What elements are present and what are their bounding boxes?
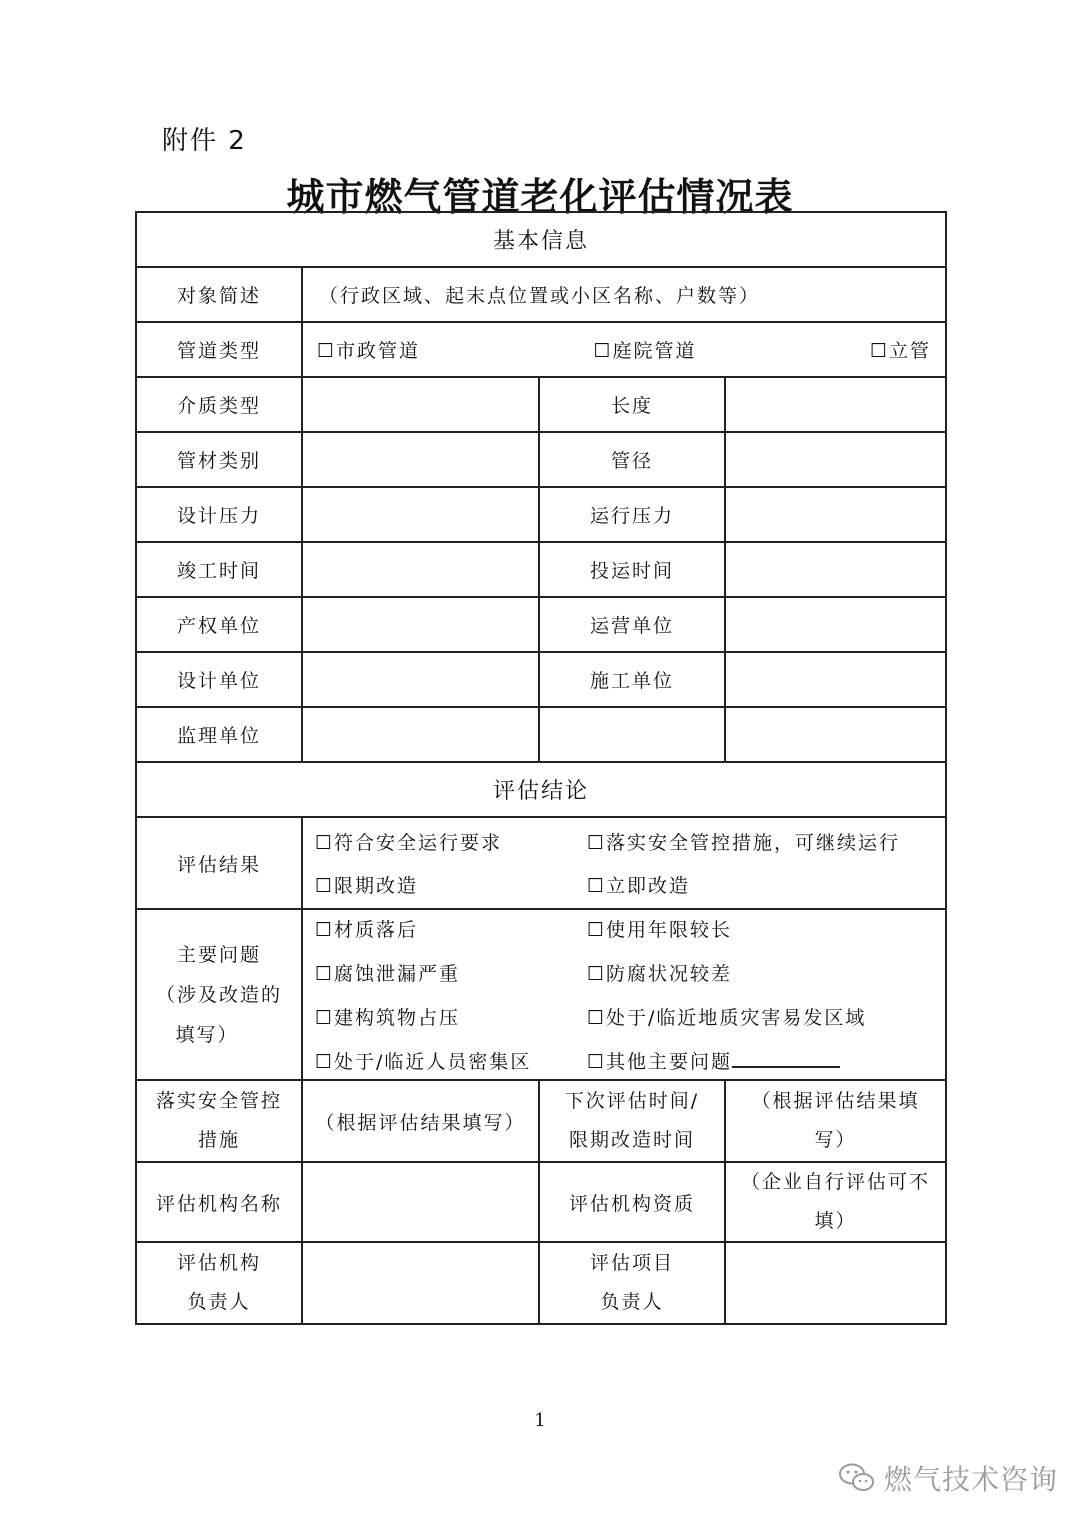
commissioning-time-label: 投运时间 <box>539 542 725 597</box>
org-qualification-label: 评估机构资质 <box>539 1162 725 1242</box>
checkbox-immediate-renovation[interactable]: ☐立即改造 <box>587 875 691 897</box>
medium-type-label: 介质类型 <box>136 377 302 432</box>
empty-cell <box>539 707 725 762</box>
next-assessment-label <box>539 1080 725 1162</box>
checkbox-geological-hazard-area[interactable]: ☐处于/临近地质灾害易发区域 <box>587 1007 867 1029</box>
checkbox-municipal-pipe[interactable]: ☐市政管道 <box>317 340 421 362</box>
problems-options <box>302 909 946 1080</box>
org-name-label: 评估机构名称 <box>136 1162 302 1242</box>
org-qualification-hint-line: 填） <box>814 1210 857 1232</box>
supervision-unit-field[interactable] <box>302 707 539 762</box>
section-conclusion: 评估结论 <box>136 762 946 817</box>
attachment-label: 附件 2 <box>162 126 247 156</box>
watermark <box>838 1458 1058 1498</box>
construction-unit-field[interactable] <box>725 652 946 707</box>
org-head-field[interactable] <box>302 1242 539 1324</box>
project-head-label-line: 评估项目 <box>589 1252 674 1274</box>
org-name-field[interactable] <box>302 1162 539 1242</box>
problems-label-line: 主要问题 <box>176 943 261 966</box>
empty-cell <box>725 707 946 762</box>
other-problems-text: ☐其他主要问题 <box>587 1051 733 1073</box>
next-assessment-hint-line: 写） <box>814 1129 857 1151</box>
checkbox-long-service-life[interactable]: ☐使用年限较长 <box>587 919 733 941</box>
org-head-label-line: 评估机构 <box>176 1252 261 1274</box>
length-label: 长度 <box>539 377 725 432</box>
checkbox-severe-corrosion-leak[interactable]: ☐腐蚀泄漏严重 <box>315 963 461 985</box>
object-label: 对象简述 <box>136 267 302 322</box>
checkbox-riser-pipe[interactable]: ☐立管 <box>869 340 932 362</box>
checkbox-building-occupation[interactable]: ☐建构筑物占压 <box>315 1007 461 1029</box>
next-assessment-label-line: 下次评估时间/ <box>564 1090 700 1112</box>
design-pressure-field[interactable] <box>302 487 539 542</box>
measures-label-line: 落实安全管控 <box>155 1090 282 1112</box>
checkbox-poor-anticorrosion[interactable]: ☐防腐状况较差 <box>587 963 733 985</box>
result-options <box>302 817 946 909</box>
org-qualification-field[interactable] <box>725 1162 946 1242</box>
design-pressure-label: 设计压力 <box>136 487 302 542</box>
result-label: 评估结果 <box>136 817 302 909</box>
problems-label <box>136 909 302 1080</box>
org-qualification-hint-line: （企业自行评估可不 <box>741 1171 931 1193</box>
commissioning-time-field[interactable] <box>725 542 946 597</box>
watermark-text: 燃气技术咨询 <box>884 1463 1059 1496</box>
problems-label-line: 填写） <box>175 1023 239 1046</box>
other-problems-blank[interactable] <box>732 1048 840 1068</box>
section-basic-info: 基本信息 <box>136 212 946 267</box>
owner-unit-field[interactable] <box>302 597 539 652</box>
supervision-unit-label: 监理单位 <box>136 707 302 762</box>
page-title: 城市燃气管道老化评估情况表 <box>286 174 794 219</box>
operating-pressure-field[interactable] <box>725 487 946 542</box>
material-type-field[interactable] <box>302 432 539 487</box>
operator-unit-label: 运营单位 <box>539 597 725 652</box>
checkbox-meets-requirements[interactable]: ☐符合安全运行要求 <box>315 832 503 854</box>
checkbox-crowded-area[interactable]: ☐处于/临近人员密集区 <box>315 1051 532 1073</box>
org-head-label-line: 负责人 <box>187 1291 251 1313</box>
measures-label-line: 措施 <box>197 1129 240 1151</box>
org-head-label <box>136 1242 302 1324</box>
measures-field[interactable]: （根据评估结果填写） <box>302 1080 539 1162</box>
completion-time-label: 竣工时间 <box>136 542 302 597</box>
project-head-field[interactable] <box>725 1242 946 1324</box>
wechat-icon <box>838 1462 876 1494</box>
assessment-form-table <box>135 211 947 1325</box>
page-number: 1 <box>534 1410 546 1431</box>
checkbox-courtyard-pipe[interactable]: ☐庭院管道 <box>593 340 697 362</box>
completion-time-field[interactable] <box>302 542 539 597</box>
checkbox-other-problems[interactable] <box>587 1047 935 1074</box>
design-unit-field[interactable] <box>302 652 539 707</box>
diameter-label: 管径 <box>539 432 725 487</box>
pipe-type-label: 管道类型 <box>136 322 302 377</box>
project-head-label-line: 负责人 <box>600 1291 664 1313</box>
project-head-label <box>539 1242 725 1324</box>
problems-label-line: （涉及改造的 <box>155 983 282 1006</box>
operator-unit-field[interactable] <box>725 597 946 652</box>
object-field[interactable]: （行政区域、起末点位置或小区名称、户数等） <box>302 267 946 322</box>
medium-type-field[interactable] <box>302 377 539 432</box>
pipe-type-options <box>302 322 946 377</box>
next-assessment-field[interactable] <box>725 1080 946 1162</box>
operating-pressure-label: 运行压力 <box>539 487 725 542</box>
checkbox-continue-with-measures[interactable]: ☐落实安全管控措施，可继续运行 <box>587 832 901 854</box>
next-assessment-label-line: 限期改造时间 <box>568 1129 695 1151</box>
design-unit-label: 设计单位 <box>136 652 302 707</box>
checkbox-outdated-material[interactable]: ☐材质落后 <box>315 919 419 941</box>
length-field[interactable] <box>725 377 946 432</box>
owner-unit-label: 产权单位 <box>136 597 302 652</box>
construction-unit-label: 施工单位 <box>539 652 725 707</box>
measures-label <box>136 1080 302 1162</box>
diameter-field[interactable] <box>725 432 946 487</box>
material-type-label: 管材类别 <box>136 432 302 487</box>
checkbox-deadline-renovation[interactable]: ☐限期改造 <box>315 875 419 897</box>
next-assessment-hint-line: （根据评估结果填 <box>751 1090 920 1112</box>
